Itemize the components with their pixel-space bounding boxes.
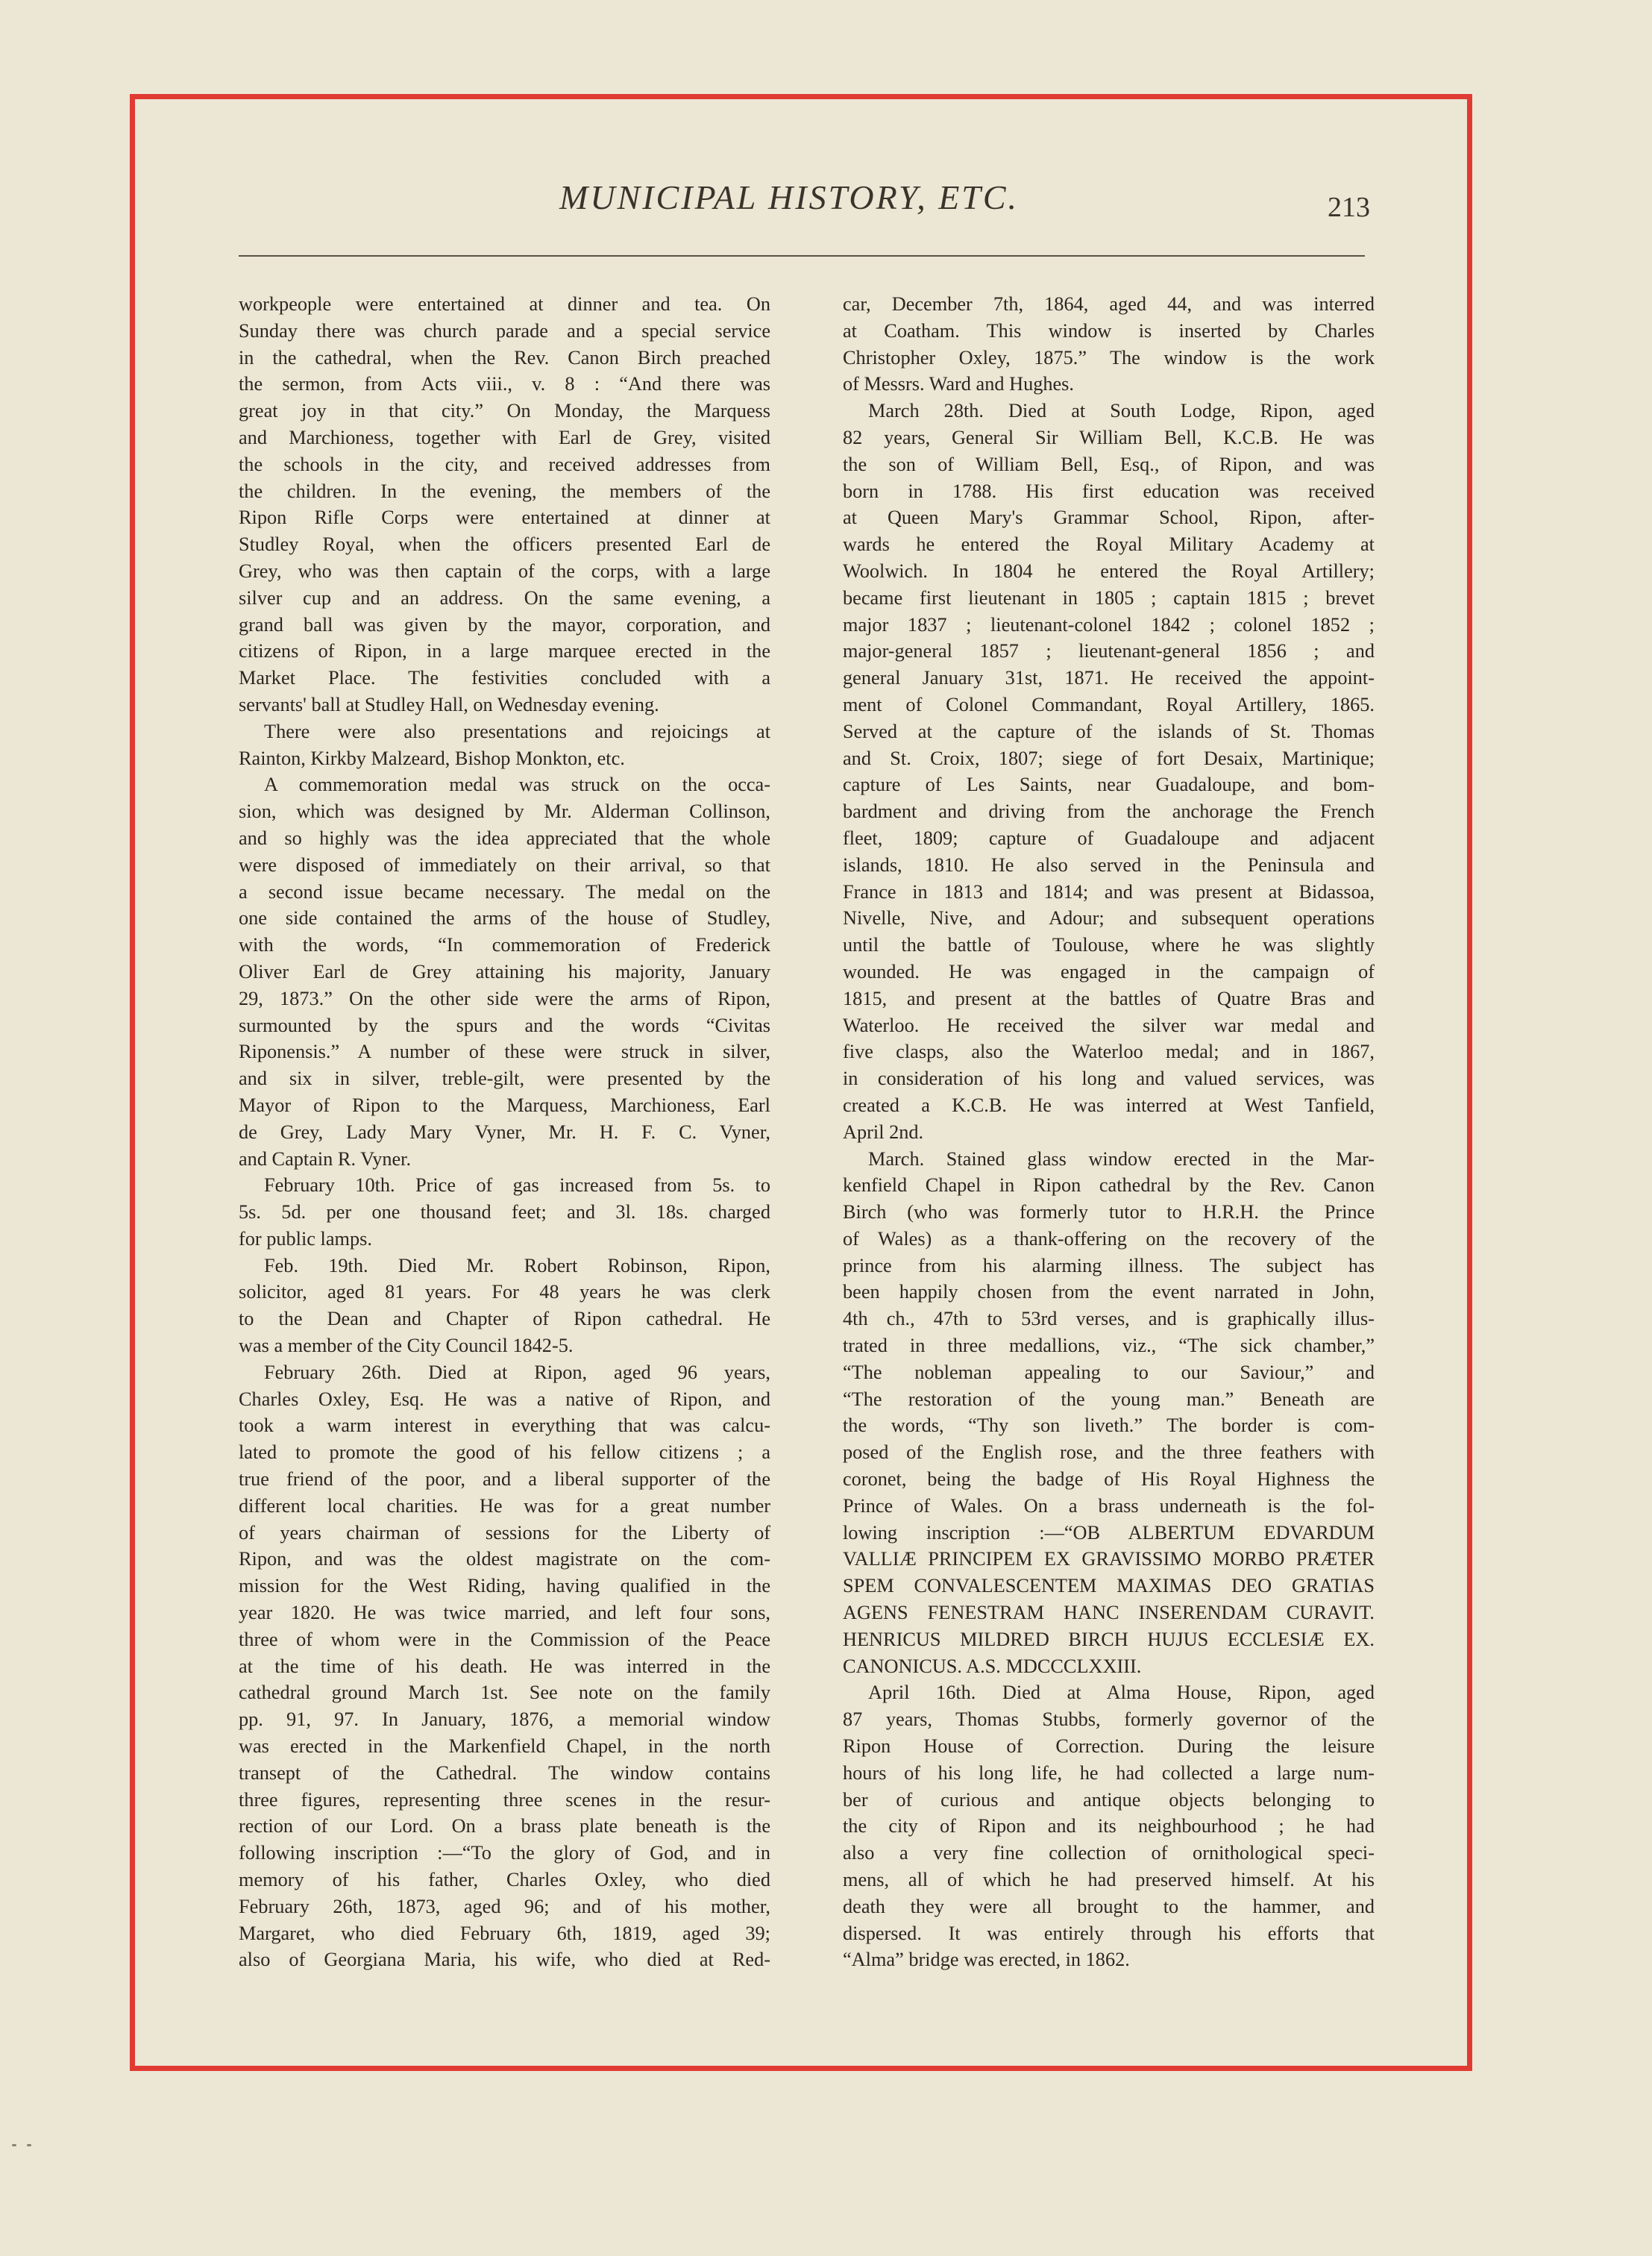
text-line: “The nobleman appealing to our Saviour,” and	[843, 1361, 1375, 1383]
text-line: major-general 1857 ; lieutenant-general 1856 ; and	[843, 640, 1375, 662]
text-line: became first lieutenant in 1805 ; captain 1815 ; brevet	[843, 586, 1375, 609]
text-line: April 16th. Died at Alma House, Ripon, aged	[868, 1682, 1375, 1704]
text-line: A commemoration medal was struck on the occa-	[264, 774, 770, 796]
running-title: MUNICIPAL HISTORY, ETC.	[559, 178, 1020, 216]
text-line: surmounted by the spurs and the words “Civitas	[239, 1014, 770, 1036]
text-line: lated to promote the good of his fellow citizens ; a	[239, 1441, 770, 1464]
text-line: trated in three medallions, viz., “The sick chamber,”	[843, 1335, 1375, 1357]
text-line: three figures, representing three scenes in the resur-	[239, 1788, 770, 1811]
text-line: and Marchioness, together with Earl de Grey, visited	[239, 426, 770, 448]
text-line: Ripon House of Correction. During the leisure	[843, 1735, 1375, 1758]
text-line: Studley Royal, when the officers presented Earl de	[239, 533, 770, 556]
text-line: until the battle of Toulouse, where he was slightly	[843, 934, 1375, 956]
text-line: and so highly was the idea appreciated that the whole	[239, 827, 770, 849]
text-line: capture of Les Saints, near Guadaloupe, and bom-	[843, 774, 1375, 796]
text-line: workpeople were entertained at dinner and tea. On	[239, 293, 770, 315]
text-line: Feb. 19th. Died Mr. Robert Robinson, Ripon,	[264, 1254, 770, 1276]
text-line: Christopher Oxley, 1875.” The window is the work	[843, 346, 1375, 369]
text-line: different local charities. He was for a great number	[239, 1494, 770, 1517]
text-line: Woolwich. In 1804 he entered the Royal Artillery;	[843, 560, 1375, 582]
text-line: with the words, “In commemoration of Frederick	[239, 934, 770, 956]
text-line: 1815, and present at the battles of Quatre Bras and	[843, 987, 1375, 1009]
text-line: one side contained the arms of the house of Studley,	[239, 907, 770, 930]
text-line: hours of his long life, he had collected a large num-	[843, 1761, 1375, 1784]
text-line: Charles Oxley, Esq. He was a native of Ripon, and	[239, 1388, 770, 1410]
header-rule	[239, 255, 1365, 257]
text-line: of years chairman of sessions for the Liberty of	[239, 1521, 770, 1544]
text-line: born in 1788. His first education was received	[843, 480, 1375, 502]
text-line: death they were all brought to the hammer, and	[843, 1895, 1375, 1917]
text-line: memory of his father, Charles Oxley, who died	[239, 1869, 770, 1891]
text-line: Market Place. The festivities concluded with a	[239, 667, 770, 689]
text-line: been happily chosen from the event narrated in John,	[843, 1281, 1375, 1303]
text-line: 87 years, Thomas Stubbs, formerly governor of the	[843, 1708, 1375, 1731]
text-line: coronet, being the badge of His Royal Highness the	[843, 1468, 1375, 1491]
text-line: of Messrs. Ward and Hughes.	[843, 373, 1074, 395]
text-line: and Captain R. Vyner.	[239, 1147, 412, 1170]
text-line: 82 years, General Sir William Bell, K.C.B. He was	[843, 426, 1375, 448]
text-line: to the Dean and Chapter of Ripon cathedral. He	[239, 1308, 770, 1330]
text-line: lowing inscription :—“OB ALBERTUM EDVARDUM	[843, 1521, 1375, 1544]
text-line: also of Georgiana Maria, his wife, who died at Red-	[239, 1949, 770, 1971]
text-line: April 2nd.	[843, 1121, 924, 1143]
text-line: the words, “Thy son liveth.” The border is com-	[843, 1414, 1375, 1437]
text-line: at the time of his death. He was interred in the	[239, 1655, 770, 1677]
margin-speck	[27, 2144, 31, 2146]
text-line: the sermon, from Acts viii., v. 8 : “And there was	[239, 373, 770, 395]
text-line: and six in silver, treble-gilt, were presented by the	[239, 1068, 770, 1090]
text-line: citizens of Ripon, in a large marquee erected in the	[239, 640, 770, 662]
text-line: cathedral ground March 1st. See note on the family	[239, 1682, 770, 1704]
text-line: the schools in the city, and received addresses from	[239, 453, 770, 475]
text-line: great joy in that city.” On Monday, the Marquess	[239, 400, 770, 422]
text-line: were disposed of immediately on their arrival, so that	[239, 853, 770, 876]
text-line: VALLIÆ PRINCIPEM EX GRAVISSIMO MORBO PRÆTER	[843, 1548, 1375, 1570]
text-line: prince from his alarming illness. The subject has	[843, 1254, 1375, 1276]
text-line: Grey, who was then captain of the corps, with a large	[239, 560, 770, 582]
text-line: wounded. He was engaged in the campaign of	[843, 960, 1375, 983]
text-line: the son of William Bell, Esq., of Ripon, and was	[843, 453, 1375, 475]
left-text-column	[239, 291, 770, 1973]
text-line: Nivelle, Nive, and Adour; and subsequent operations	[843, 907, 1375, 930]
text-line: sion, which was designed by Mr. Alderman Collinson,	[239, 800, 770, 823]
text-line: February 26th. Died at Ripon, aged 96 years,	[264, 1361, 770, 1383]
text-line: a second issue became necessary. The medal on the	[239, 880, 770, 903]
text-line: islands, 1810. He also served in the Peninsula and	[843, 853, 1375, 876]
text-line: created a K.C.B. He was interred at West Tanfield,	[843, 1094, 1375, 1116]
text-line: “Alma” bridge was erected, in 1862.	[843, 1949, 1130, 1971]
text-line: silver cup and an address. On the same evening, a	[239, 586, 770, 609]
text-line: 4th ch., 47th to 53rd verses, and is graphically illus-	[843, 1308, 1375, 1330]
text-line: AGENS FENESTRAM HANC INSERENDAM CURAVIT.	[843, 1602, 1375, 1624]
text-line: year 1820. He was twice married, and left four sons,	[239, 1602, 770, 1624]
text-line: SPEM CONVALESCENTEM MAXIMAS DEO GRATIAS	[843, 1575, 1375, 1597]
text-line: of Wales) as a thank-offering on the recovery of the	[843, 1227, 1375, 1250]
text-line: February 10th. Price of gas increased from 5s. to	[264, 1174, 770, 1197]
text-line: Rainton, Kirkby Malzeard, Bishop Monkton, etc.	[239, 747, 625, 769]
text-line: Margaret, who died February 6th, 1819, aged 39;	[239, 1922, 770, 1944]
text-line: de Grey, Lady Mary Vyner, Mr. H. F. C. Vyner,	[239, 1121, 770, 1143]
text-line: France in 1813 and 1814; and was present at Bidassoa,	[843, 880, 1375, 903]
text-line: Sunday there was church parade and a special service	[239, 319, 770, 342]
text-line: mission for the West Riding, having qualified in the	[239, 1575, 770, 1597]
text-line: the city of Ripon and its neighbourhood ; he had	[843, 1815, 1375, 1837]
text-line: Riponensis.” A number of these were struck in silver,	[239, 1041, 770, 1063]
text-line: Waterloo. He received the silver war medal and	[843, 1014, 1375, 1036]
right-text-column	[843, 291, 1375, 1973]
text-line: Birch (who was formerly tutor to H.R.H. the Prince	[843, 1201, 1375, 1223]
text-line: was a member of the City Council 1842-5.	[239, 1335, 574, 1357]
text-line: and St. Croix, 1807; siege of fort Desaix, Martinique;	[843, 747, 1375, 769]
text-line: in consideration of his long and valued services, was	[843, 1068, 1375, 1090]
text-line: five clasps, also the Waterloo medal; and in 1867,	[843, 1041, 1375, 1063]
text-line: Ripon Rifle Corps were entertained at dinner at	[239, 507, 770, 529]
text-line: the children. In the evening, the members of the	[239, 480, 770, 502]
text-line: HENRICUS MILDRED BIRCH HUJUS ECCLESIÆ EX.	[843, 1628, 1375, 1650]
margin-speck	[12, 2144, 16, 2146]
text-line: for public lamps.	[239, 1227, 372, 1250]
text-line: major 1837 ; lieutenant-colonel 1842 ; colonel 1852 ;	[843, 613, 1375, 636]
text-line: fleet, 1809; capture of Guadaloupe and adjacent	[843, 827, 1375, 849]
text-line: posed of the English rose, and the three feathers with	[843, 1441, 1375, 1464]
page-header	[239, 178, 1372, 230]
text-line: Mayor of Ripon to the Marquess, Marchioness, Earl	[239, 1094, 770, 1116]
text-line: general January 31st, 1871. He received the appoint-	[843, 667, 1375, 689]
text-line: March. Stained glass window erected in the Mar-	[868, 1147, 1375, 1170]
text-line: Ripon, and was the oldest magistrate on the com-	[239, 1548, 770, 1570]
text-line: dispersed. It was entirely through his efforts that	[843, 1922, 1375, 1944]
text-line: rection of our Lord. On a brass plate beneath is the	[239, 1815, 770, 1837]
text-line: March 28th. Died at South Lodge, Ripon, aged	[868, 400, 1375, 422]
text-line: took a warm interest in everything that was calcu-	[239, 1414, 770, 1437]
text-line: Oliver Earl de Grey attaining his majority, January	[239, 960, 770, 983]
text-line: transept of the Cathedral. The window contains	[239, 1761, 770, 1784]
text-line: servants' ball at Studley Hall, on Wednesday evening.	[239, 693, 659, 715]
text-line: wards he entered the Royal Military Academy at	[843, 533, 1375, 556]
text-line: also a very fine collection of ornithological speci-	[843, 1842, 1375, 1864]
text-line: car, December 7th, 1864, aged 44, and was interred	[843, 293, 1375, 315]
text-line: mens, all of which he had preserved himself. At his	[843, 1869, 1375, 1891]
text-line: Served at the capture of the islands of St. Thomas	[843, 720, 1375, 742]
text-line: true friend of the poor, and a liberal supporter of the	[239, 1468, 770, 1491]
text-line: ment of Colonel Commandant, Royal Artillery, 1865.	[843, 693, 1375, 715]
text-line: There were also presentations and rejoicings at	[264, 720, 770, 742]
text-line: 5s. 5d. per one thousand feet; and 3l. 18s. charged	[239, 1201, 770, 1223]
text-line: Prince of Wales. On a brass underneath is the fol-	[843, 1494, 1375, 1517]
text-line: grand ball was given by the mayor, corporation, and	[239, 613, 770, 636]
text-line: “The restoration of the young man.” Beneath are	[843, 1388, 1375, 1410]
text-line: at Coatham. This window is inserted by Charles	[843, 319, 1375, 342]
page-number: 213	[1328, 192, 1370, 223]
text-line: following inscription :—“To the glory of God, and in	[239, 1842, 770, 1864]
text-line: solicitor, aged 81 years. For 48 years he was clerk	[239, 1281, 770, 1303]
text-line: 29, 1873.” On the other side were the arms of Ripon,	[239, 987, 770, 1009]
text-line: kenfield Chapel in Ripon cathedral by the Rev. Canon	[843, 1174, 1375, 1197]
text-line: February 26th, 1873, aged 96; and of his mother,	[239, 1895, 770, 1917]
text-line: pp. 91, 97. In January, 1876, a memorial window	[239, 1708, 770, 1731]
text-line: ber of curious and antique objects belonging to	[843, 1788, 1375, 1811]
text-line: at Queen Mary's Grammar School, Ripon, after-	[843, 507, 1375, 529]
text-line: three of whom were in the Commission of the Peace	[239, 1628, 770, 1650]
text-line: CANONICUS. A.S. MDCCCLXXIII.	[843, 1655, 1142, 1677]
text-line: bardment and driving from the anchorage the French	[843, 800, 1375, 823]
text-line: in the cathedral, when the Rev. Canon Birch preached	[239, 346, 770, 369]
text-line: was erected in the Markenfield Chapel, in the north	[239, 1735, 770, 1758]
